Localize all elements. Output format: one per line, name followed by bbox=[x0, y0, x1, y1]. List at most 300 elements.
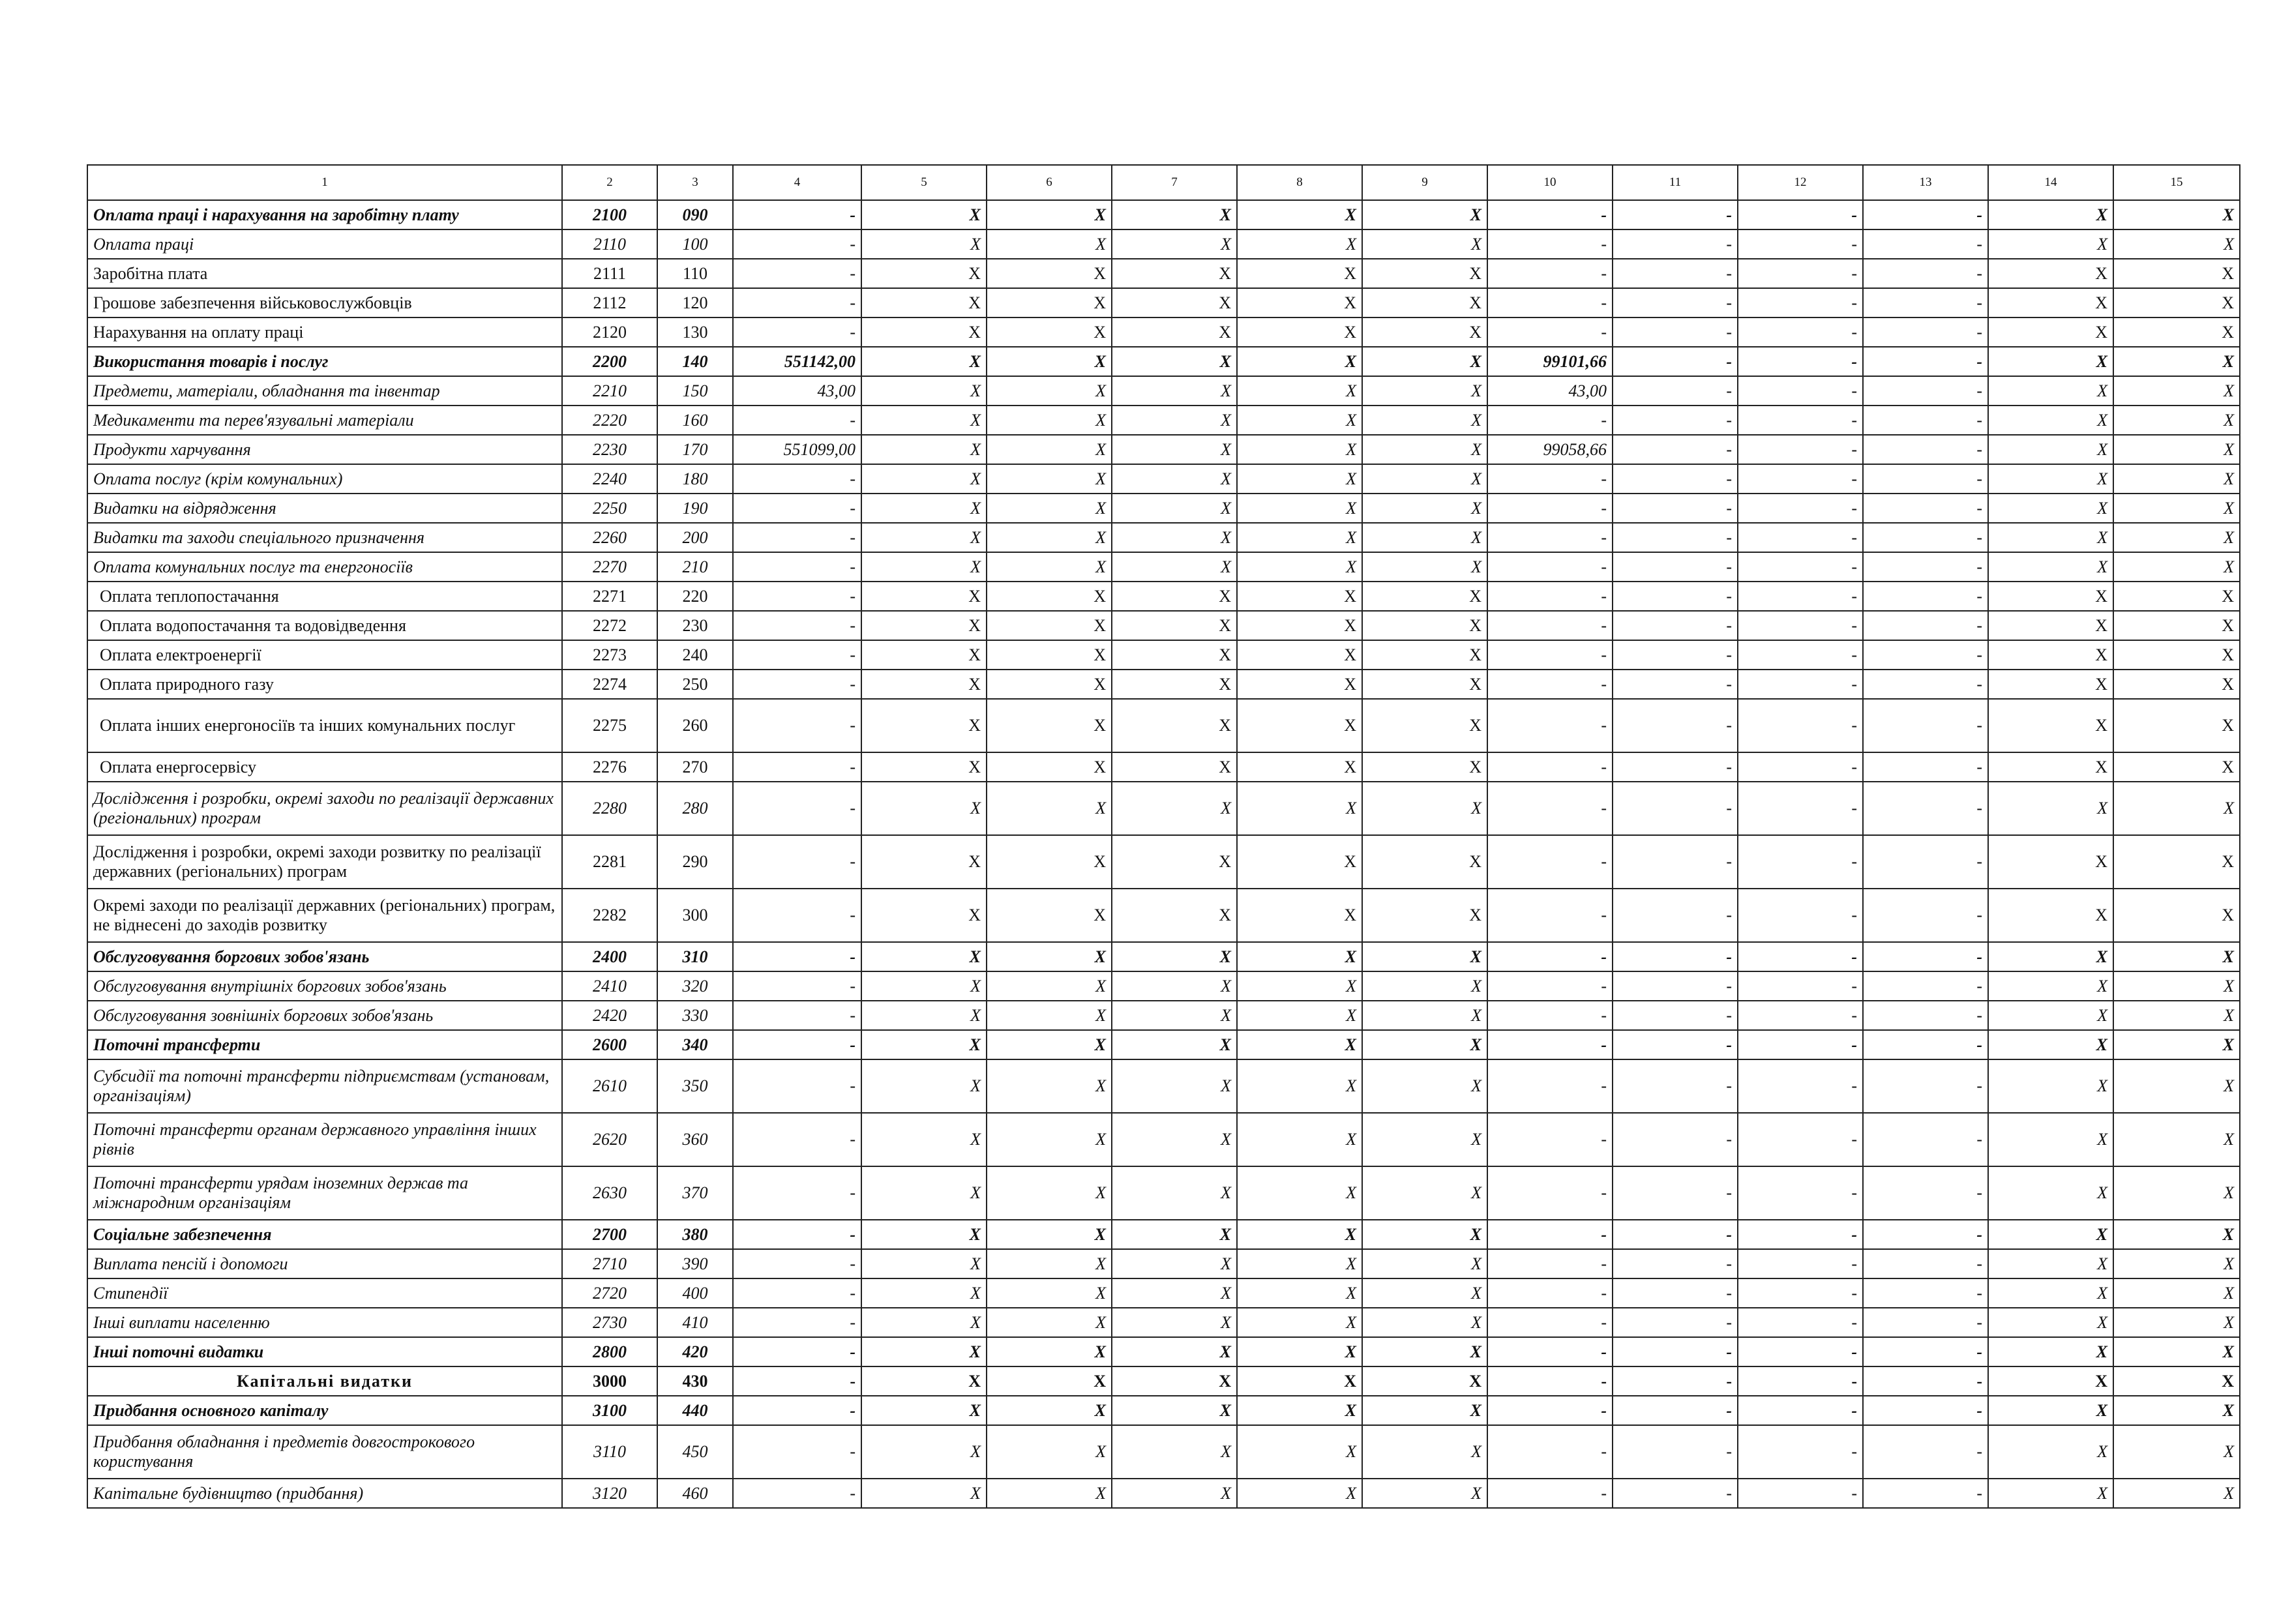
value-cell-col-6: X bbox=[987, 1113, 1112, 1166]
value-cell-col-4: - bbox=[733, 1308, 861, 1337]
value-cell-col-15: X bbox=[2113, 494, 2240, 523]
value-cell-col-5: X bbox=[861, 1396, 987, 1425]
line-code-cell: 440 bbox=[657, 1396, 733, 1425]
value-cell-col-10: - bbox=[1487, 523, 1613, 552]
value-cell-col-14: X bbox=[1988, 435, 2113, 464]
value-cell-col-4: 43,00 bbox=[733, 376, 861, 406]
value-cell-col-6: X bbox=[987, 752, 1112, 782]
value-cell-col-12: - bbox=[1738, 611, 1863, 640]
value-cell-col-12: - bbox=[1738, 1479, 1863, 1508]
value-cell-col-14: X bbox=[1988, 406, 2113, 435]
item-name-cell: Обслуговування боргових зобов'язань bbox=[87, 942, 562, 971]
value-cell-col-5: X bbox=[861, 752, 987, 782]
value-cell-col-11: - bbox=[1613, 1396, 1738, 1425]
item-name-cell: Видатки та заходи спеціального призначення bbox=[87, 523, 562, 552]
value-cell-col-15: X bbox=[2113, 200, 2240, 229]
value-cell-col-14: X bbox=[1988, 670, 2113, 699]
value-cell-col-15: X bbox=[2113, 1113, 2240, 1166]
value-cell-col-4: - bbox=[733, 1396, 861, 1425]
value-cell-col-12: - bbox=[1738, 347, 1863, 376]
value-cell-col-7: X bbox=[1112, 1366, 1237, 1396]
value-cell-col-7: X bbox=[1112, 1249, 1237, 1278]
item-name-cell: Оплата комунальних послуг та енергоносіїв bbox=[87, 552, 562, 582]
value-cell-col-14: X bbox=[1988, 835, 2113, 889]
value-cell-col-12: - bbox=[1738, 1366, 1863, 1396]
value-cell-col-11: - bbox=[1613, 259, 1738, 288]
value-cell-col-10: - bbox=[1487, 200, 1613, 229]
value-cell-col-10: - bbox=[1487, 259, 1613, 288]
value-cell-col-7: X bbox=[1112, 835, 1237, 889]
table-row bbox=[87, 1001, 2240, 1030]
value-cell-col-4: - bbox=[733, 288, 861, 317]
economic-code-cell: 2280 bbox=[562, 782, 657, 835]
value-cell-col-6: X bbox=[987, 1220, 1112, 1249]
item-name-cell: Капітальні видатки bbox=[87, 1366, 562, 1396]
value-cell-col-9: X bbox=[1362, 1001, 1487, 1030]
table-row bbox=[87, 611, 2240, 640]
item-name-cell: Оплата електроенергії bbox=[87, 640, 562, 670]
value-cell-col-15: X bbox=[2113, 259, 2240, 288]
value-cell-col-13: - bbox=[1863, 1308, 1988, 1337]
value-cell-col-15: X bbox=[2113, 782, 2240, 835]
value-cell-col-14: X bbox=[1988, 1113, 2113, 1166]
value-cell-col-14: X bbox=[1988, 699, 2113, 752]
value-cell-col-6: X bbox=[987, 347, 1112, 376]
economic-code-cell: 2700 bbox=[562, 1220, 657, 1249]
value-cell-col-5: X bbox=[861, 317, 987, 347]
value-cell-col-5: X bbox=[861, 1479, 987, 1508]
economic-code-cell: 2111 bbox=[562, 259, 657, 288]
value-cell-col-9: X bbox=[1362, 640, 1487, 670]
value-cell-col-4: - bbox=[733, 464, 861, 494]
column-number-cell: 9 bbox=[1362, 165, 1487, 200]
value-cell-col-14: X bbox=[1988, 889, 2113, 942]
value-cell-col-14: X bbox=[1988, 494, 2113, 523]
value-cell-col-5: X bbox=[861, 1249, 987, 1278]
value-cell-col-13: - bbox=[1863, 752, 1988, 782]
value-cell-col-15: X bbox=[2113, 1166, 2240, 1220]
economic-code-cell: 3100 bbox=[562, 1396, 657, 1425]
table-row bbox=[87, 494, 2240, 523]
value-cell-col-7: X bbox=[1112, 1166, 1237, 1220]
value-cell-col-6: X bbox=[987, 523, 1112, 552]
value-cell-col-11: - bbox=[1613, 464, 1738, 494]
value-cell-col-10: - bbox=[1487, 1366, 1613, 1396]
value-cell-col-5: X bbox=[861, 1366, 987, 1396]
table-row bbox=[87, 1030, 2240, 1059]
value-cell-col-12: - bbox=[1738, 376, 1863, 406]
value-cell-col-10: - bbox=[1487, 1396, 1613, 1425]
value-cell-col-10: - bbox=[1487, 670, 1613, 699]
economic-code-cell: 2220 bbox=[562, 406, 657, 435]
value-cell-col-9: X bbox=[1362, 464, 1487, 494]
value-cell-col-5: X bbox=[861, 582, 987, 611]
table-row bbox=[87, 640, 2240, 670]
value-cell-col-14: X bbox=[1988, 942, 2113, 971]
item-name-cell: Використання товарів і послуг bbox=[87, 347, 562, 376]
value-cell-col-6: X bbox=[987, 1337, 1112, 1366]
value-cell-col-8: X bbox=[1237, 317, 1362, 347]
value-cell-col-11: - bbox=[1613, 670, 1738, 699]
value-cell-col-13: - bbox=[1863, 782, 1988, 835]
table-row bbox=[87, 552, 2240, 582]
value-cell-col-10: - bbox=[1487, 1059, 1613, 1113]
value-cell-col-8: X bbox=[1237, 494, 1362, 523]
value-cell-col-14: X bbox=[1988, 229, 2113, 259]
column-number-cell: 13 bbox=[1863, 165, 1988, 200]
value-cell-col-13: - bbox=[1863, 435, 1988, 464]
value-cell-col-8: X bbox=[1237, 1308, 1362, 1337]
economic-code-cell: 2610 bbox=[562, 1059, 657, 1113]
value-cell-col-5: X bbox=[861, 942, 987, 971]
value-cell-col-4: - bbox=[733, 1366, 861, 1396]
value-cell-col-11: - bbox=[1613, 971, 1738, 1001]
value-cell-col-11: - bbox=[1613, 752, 1738, 782]
value-cell-col-5: X bbox=[861, 1113, 987, 1166]
value-cell-col-14: X bbox=[1988, 1166, 2113, 1220]
value-cell-col-13: - bbox=[1863, 1425, 1988, 1479]
value-cell-col-7: X bbox=[1112, 259, 1237, 288]
value-cell-col-14: X bbox=[1988, 582, 2113, 611]
column-number-cell: 6 bbox=[987, 165, 1112, 200]
value-cell-col-11: - bbox=[1613, 347, 1738, 376]
value-cell-col-13: - bbox=[1863, 1366, 1988, 1396]
value-cell-col-11: - bbox=[1613, 1030, 1738, 1059]
value-cell-col-5: X bbox=[861, 552, 987, 582]
table-row bbox=[87, 942, 2240, 971]
economic-code-cell: 3000 bbox=[562, 1366, 657, 1396]
value-cell-col-13: - bbox=[1863, 640, 1988, 670]
value-cell-col-6: X bbox=[987, 259, 1112, 288]
item-name-cell: Грошове забезпечення військовослужбовців bbox=[87, 288, 562, 317]
value-cell-col-6: X bbox=[987, 406, 1112, 435]
value-cell-col-12: - bbox=[1738, 1059, 1863, 1113]
economic-code-cell: 2275 bbox=[562, 699, 657, 752]
value-cell-col-14: X bbox=[1988, 288, 2113, 317]
value-cell-col-11: - bbox=[1613, 406, 1738, 435]
column-number-header-row bbox=[87, 165, 2240, 200]
line-code-cell: 140 bbox=[657, 347, 733, 376]
value-cell-col-11: - bbox=[1613, 1166, 1738, 1220]
table-row bbox=[87, 1113, 2240, 1166]
value-cell-col-6: X bbox=[987, 1479, 1112, 1508]
value-cell-col-4: - bbox=[733, 552, 861, 582]
line-code-cell: 230 bbox=[657, 611, 733, 640]
value-cell-col-7: X bbox=[1112, 889, 1237, 942]
value-cell-col-13: - bbox=[1863, 1396, 1988, 1425]
line-code-cell: 240 bbox=[657, 640, 733, 670]
column-number-cell: 11 bbox=[1613, 165, 1738, 200]
value-cell-col-7: X bbox=[1112, 435, 1237, 464]
value-cell-col-8: X bbox=[1237, 200, 1362, 229]
value-cell-col-11: - bbox=[1613, 782, 1738, 835]
value-cell-col-10: - bbox=[1487, 1113, 1613, 1166]
economic-code-cell: 2630 bbox=[562, 1166, 657, 1220]
value-cell-col-11: - bbox=[1613, 1001, 1738, 1030]
value-cell-col-12: - bbox=[1738, 582, 1863, 611]
value-cell-col-5: X bbox=[861, 1030, 987, 1059]
value-cell-col-7: X bbox=[1112, 406, 1237, 435]
value-cell-col-10: - bbox=[1487, 1220, 1613, 1249]
value-cell-col-6: X bbox=[987, 1059, 1112, 1113]
value-cell-col-7: X bbox=[1112, 1001, 1237, 1030]
value-cell-col-9: X bbox=[1362, 1166, 1487, 1220]
value-cell-col-12: - bbox=[1738, 229, 1863, 259]
value-cell-col-5: X bbox=[861, 889, 987, 942]
value-cell-col-14: X bbox=[1988, 752, 2113, 782]
value-cell-col-13: - bbox=[1863, 971, 1988, 1001]
line-code-cell: 320 bbox=[657, 971, 733, 1001]
economic-code-cell: 2273 bbox=[562, 640, 657, 670]
value-cell-col-15: X bbox=[2113, 640, 2240, 670]
value-cell-col-6: X bbox=[987, 889, 1112, 942]
value-cell-col-15: X bbox=[2113, 1396, 2240, 1425]
value-cell-col-9: X bbox=[1362, 1113, 1487, 1166]
value-cell-col-12: - bbox=[1738, 889, 1863, 942]
value-cell-col-5: X bbox=[861, 435, 987, 464]
table-row bbox=[87, 1166, 2240, 1220]
value-cell-col-10: - bbox=[1487, 611, 1613, 640]
value-cell-col-8: X bbox=[1237, 1249, 1362, 1278]
value-cell-col-11: - bbox=[1613, 317, 1738, 347]
value-cell-col-9: X bbox=[1362, 347, 1487, 376]
value-cell-col-12: - bbox=[1738, 259, 1863, 288]
value-cell-col-7: X bbox=[1112, 611, 1237, 640]
value-cell-col-4: - bbox=[733, 1425, 861, 1479]
value-cell-col-7: X bbox=[1112, 782, 1237, 835]
value-cell-col-4: - bbox=[733, 611, 861, 640]
value-cell-col-6: X bbox=[987, 464, 1112, 494]
value-cell-col-4: - bbox=[733, 229, 861, 259]
value-cell-col-9: X bbox=[1362, 1396, 1487, 1425]
economic-code-cell: 2620 bbox=[562, 1113, 657, 1166]
column-number-cell: 3 bbox=[657, 165, 733, 200]
value-cell-col-15: X bbox=[2113, 523, 2240, 552]
line-code-cell: 220 bbox=[657, 582, 733, 611]
value-cell-col-14: X bbox=[1988, 1030, 2113, 1059]
item-name-cell: Оплата теплопостачання bbox=[87, 582, 562, 611]
table-row bbox=[87, 288, 2240, 317]
value-cell-col-9: X bbox=[1362, 259, 1487, 288]
value-cell-col-12: - bbox=[1738, 942, 1863, 971]
value-cell-col-15: X bbox=[2113, 835, 2240, 889]
value-cell-col-5: X bbox=[861, 523, 987, 552]
value-cell-col-4: - bbox=[733, 1220, 861, 1249]
value-cell-col-4: - bbox=[733, 1166, 861, 1220]
value-cell-col-8: X bbox=[1237, 1278, 1362, 1308]
table-row bbox=[87, 752, 2240, 782]
value-cell-col-9: X bbox=[1362, 782, 1487, 835]
value-cell-col-8: X bbox=[1237, 752, 1362, 782]
item-name-cell: Придбання обладнання і предметів довгострокового користування bbox=[87, 1425, 562, 1479]
economic-code-cell: 2210 bbox=[562, 376, 657, 406]
value-cell-col-15: X bbox=[2113, 582, 2240, 611]
economic-code-cell: 2282 bbox=[562, 889, 657, 942]
item-name-cell: Придбання основного капіталу bbox=[87, 1396, 562, 1425]
line-code-cell: 380 bbox=[657, 1220, 733, 1249]
value-cell-col-10: - bbox=[1487, 552, 1613, 582]
value-cell-col-9: X bbox=[1362, 670, 1487, 699]
value-cell-col-5: X bbox=[861, 347, 987, 376]
value-cell-col-15: X bbox=[2113, 889, 2240, 942]
value-cell-col-15: X bbox=[2113, 611, 2240, 640]
value-cell-col-8: X bbox=[1237, 640, 1362, 670]
value-cell-col-11: - bbox=[1613, 1249, 1738, 1278]
value-cell-col-8: X bbox=[1237, 1366, 1362, 1396]
value-cell-col-13: - bbox=[1863, 611, 1988, 640]
value-cell-col-4: - bbox=[733, 1278, 861, 1308]
table-row bbox=[87, 435, 2240, 464]
value-cell-col-14: X bbox=[1988, 1366, 2113, 1396]
value-cell-col-13: - bbox=[1863, 406, 1988, 435]
line-code-cell: 340 bbox=[657, 1030, 733, 1059]
value-cell-col-9: X bbox=[1362, 971, 1487, 1001]
value-cell-col-12: - bbox=[1738, 1337, 1863, 1366]
value-cell-col-5: X bbox=[861, 611, 987, 640]
value-cell-col-4: - bbox=[733, 259, 861, 288]
value-cell-col-6: X bbox=[987, 582, 1112, 611]
item-name-cell: Оплата природного газу bbox=[87, 670, 562, 699]
value-cell-col-15: X bbox=[2113, 376, 2240, 406]
economic-code-cell: 2730 bbox=[562, 1308, 657, 1337]
value-cell-col-9: X bbox=[1362, 200, 1487, 229]
value-cell-col-13: - bbox=[1863, 259, 1988, 288]
column-number-cell: 2 bbox=[562, 165, 657, 200]
value-cell-col-10: - bbox=[1487, 1308, 1613, 1337]
economic-code-cell: 3110 bbox=[562, 1425, 657, 1479]
value-cell-col-13: - bbox=[1863, 582, 1988, 611]
value-cell-col-10: - bbox=[1487, 229, 1613, 259]
value-cell-col-6: X bbox=[987, 435, 1112, 464]
value-cell-col-5: X bbox=[861, 640, 987, 670]
value-cell-col-15: X bbox=[2113, 1249, 2240, 1278]
value-cell-col-6: X bbox=[987, 1001, 1112, 1030]
value-cell-col-7: X bbox=[1112, 317, 1237, 347]
value-cell-col-11: - bbox=[1613, 889, 1738, 942]
value-cell-col-14: X bbox=[1988, 200, 2113, 229]
value-cell-col-15: X bbox=[2113, 347, 2240, 376]
value-cell-col-13: - bbox=[1863, 1337, 1988, 1366]
value-cell-col-10: - bbox=[1487, 699, 1613, 752]
value-cell-col-6: X bbox=[987, 640, 1112, 670]
value-cell-col-4: - bbox=[733, 835, 861, 889]
value-cell-col-12: - bbox=[1738, 1396, 1863, 1425]
line-code-cell: 370 bbox=[657, 1166, 733, 1220]
value-cell-col-15: X bbox=[2113, 699, 2240, 752]
line-code-cell: 170 bbox=[657, 435, 733, 464]
value-cell-col-7: X bbox=[1112, 1396, 1237, 1425]
item-name-cell: Капітальне будівництво (придбання) bbox=[87, 1479, 562, 1508]
table-row bbox=[87, 1396, 2240, 1425]
value-cell-col-10: 43,00 bbox=[1487, 376, 1613, 406]
item-name-cell: Окремі заходи по реалізації державних (регіональних) програм, не віднесені до заходів розвитку bbox=[87, 889, 562, 942]
table-row bbox=[87, 835, 2240, 889]
value-cell-col-4: - bbox=[733, 582, 861, 611]
item-name-cell: Поточні трансферти урядам іноземних держав та міжнародним організаціям bbox=[87, 1166, 562, 1220]
value-cell-col-7: X bbox=[1112, 670, 1237, 699]
value-cell-col-4: - bbox=[733, 1479, 861, 1508]
value-cell-col-11: - bbox=[1613, 1366, 1738, 1396]
value-cell-col-8: X bbox=[1237, 1479, 1362, 1508]
value-cell-col-9: X bbox=[1362, 288, 1487, 317]
value-cell-col-10: - bbox=[1487, 640, 1613, 670]
value-cell-col-8: X bbox=[1237, 971, 1362, 1001]
value-cell-col-9: X bbox=[1362, 317, 1487, 347]
economic-code-cell: 3120 bbox=[562, 1479, 657, 1508]
value-cell-col-4: - bbox=[733, 782, 861, 835]
table-row bbox=[87, 670, 2240, 699]
value-cell-col-10: - bbox=[1487, 582, 1613, 611]
value-cell-col-5: X bbox=[861, 1059, 987, 1113]
value-cell-col-8: X bbox=[1237, 942, 1362, 971]
value-cell-col-14: X bbox=[1988, 1220, 2113, 1249]
value-cell-col-8: X bbox=[1237, 435, 1362, 464]
value-cell-col-5: X bbox=[861, 406, 987, 435]
table-row bbox=[87, 582, 2240, 611]
line-code-cell: 410 bbox=[657, 1308, 733, 1337]
value-cell-col-13: - bbox=[1863, 347, 1988, 376]
economic-code-cell: 2112 bbox=[562, 288, 657, 317]
value-cell-col-12: - bbox=[1738, 1030, 1863, 1059]
value-cell-col-5: X bbox=[861, 1278, 987, 1308]
value-cell-col-15: X bbox=[2113, 552, 2240, 582]
value-cell-col-7: X bbox=[1112, 464, 1237, 494]
value-cell-col-11: - bbox=[1613, 1059, 1738, 1113]
value-cell-col-5: X bbox=[861, 1337, 987, 1366]
value-cell-col-12: - bbox=[1738, 494, 1863, 523]
value-cell-col-13: - bbox=[1863, 523, 1988, 552]
economic-code-cell: 2100 bbox=[562, 200, 657, 229]
value-cell-col-10: 99058,66 bbox=[1487, 435, 1613, 464]
table-row bbox=[87, 971, 2240, 1001]
value-cell-col-8: X bbox=[1237, 611, 1362, 640]
value-cell-col-9: X bbox=[1362, 1366, 1487, 1396]
value-cell-col-4: - bbox=[733, 670, 861, 699]
line-code-cell: 360 bbox=[657, 1113, 733, 1166]
value-cell-col-10: - bbox=[1487, 1166, 1613, 1220]
value-cell-col-15: X bbox=[2113, 229, 2240, 259]
value-cell-col-8: X bbox=[1237, 889, 1362, 942]
value-cell-col-15: X bbox=[2113, 406, 2240, 435]
item-name-cell: Заробітна плата bbox=[87, 259, 562, 288]
value-cell-col-7: X bbox=[1112, 229, 1237, 259]
value-cell-col-14: X bbox=[1988, 1308, 2113, 1337]
value-cell-col-14: X bbox=[1988, 552, 2113, 582]
value-cell-col-11: - bbox=[1613, 288, 1738, 317]
value-cell-col-10: - bbox=[1487, 1001, 1613, 1030]
table-row bbox=[87, 406, 2240, 435]
value-cell-col-12: - bbox=[1738, 1425, 1863, 1479]
value-cell-col-6: X bbox=[987, 1425, 1112, 1479]
value-cell-col-8: X bbox=[1237, 1425, 1362, 1479]
item-name-cell: Виплата пенсій і допомоги bbox=[87, 1249, 562, 1278]
value-cell-col-10: - bbox=[1487, 288, 1613, 317]
table-row bbox=[87, 376, 2240, 406]
value-cell-col-13: - bbox=[1863, 317, 1988, 347]
line-code-cell: 190 bbox=[657, 494, 733, 523]
value-cell-col-6: X bbox=[987, 1278, 1112, 1308]
value-cell-col-5: X bbox=[861, 670, 987, 699]
value-cell-col-14: X bbox=[1988, 347, 2113, 376]
value-cell-col-12: - bbox=[1738, 835, 1863, 889]
economic-code-cell: 2400 bbox=[562, 942, 657, 971]
value-cell-col-13: - bbox=[1863, 288, 1988, 317]
economic-code-cell: 2272 bbox=[562, 611, 657, 640]
value-cell-col-4: - bbox=[733, 317, 861, 347]
column-number-cell: 15 bbox=[2113, 165, 2240, 200]
value-cell-col-4: - bbox=[733, 1113, 861, 1166]
value-cell-col-6: X bbox=[987, 317, 1112, 347]
